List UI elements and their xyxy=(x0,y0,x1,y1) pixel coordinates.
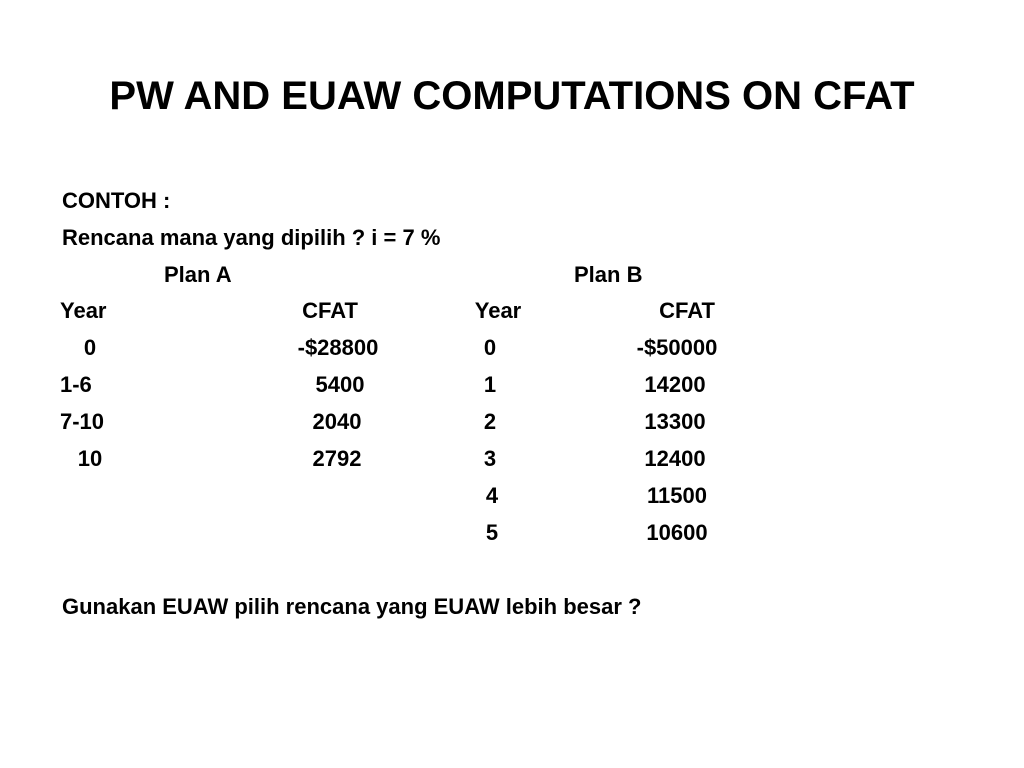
plan-a-year: 10 xyxy=(77,446,103,471)
plan-b-cfat: 11500 xyxy=(647,483,707,508)
header-year-a: Year xyxy=(60,298,107,323)
plan-b-year: 4 xyxy=(485,483,499,508)
plan-b-cfat: 12400 xyxy=(644,446,706,471)
plan-a-label: Plan A xyxy=(164,262,232,287)
plan-a-cfat: 2792 xyxy=(312,446,362,471)
plan-a-cfat: 2040 xyxy=(312,409,362,434)
plan-b-year: 1 xyxy=(483,372,497,397)
slide-title: PW AND EUAW COMPUTATIONS ON CFAT xyxy=(109,74,915,118)
header-cfat-a: CFAT xyxy=(302,298,358,323)
contoh-label: CONTOH : xyxy=(62,188,171,213)
plan-a-year: 1-6 xyxy=(60,372,92,397)
plan-b-year: 2 xyxy=(483,409,497,434)
plan-a-year: 0 xyxy=(83,335,97,360)
plan-b-cfat: 13300 xyxy=(644,409,706,434)
plan-b-cfat: 14200 xyxy=(644,372,706,397)
plan-a-year: 7-10 xyxy=(60,409,105,434)
plan-b-cfat: 10600 xyxy=(646,520,708,545)
question-text: Rencana mana yang dipilih ? i = 7 % xyxy=(62,225,441,250)
plan-b-year: 3 xyxy=(483,446,497,471)
plan-b-label: Plan B xyxy=(574,262,643,287)
plan-a-cfat: 5400 xyxy=(315,372,365,397)
plan-b-cfat: -$50000 xyxy=(636,335,718,360)
header-year-b: Year xyxy=(474,298,522,323)
plan-a-cfat: -$28800 xyxy=(297,335,379,360)
footer-instruction: Gunakan EUAW pilih rencana yang EUAW lebih besar ? xyxy=(62,594,642,619)
plan-b-year: 5 xyxy=(485,520,499,545)
plan-b-year: 0 xyxy=(483,335,497,360)
header-cfat-b: CFAT xyxy=(659,298,715,323)
